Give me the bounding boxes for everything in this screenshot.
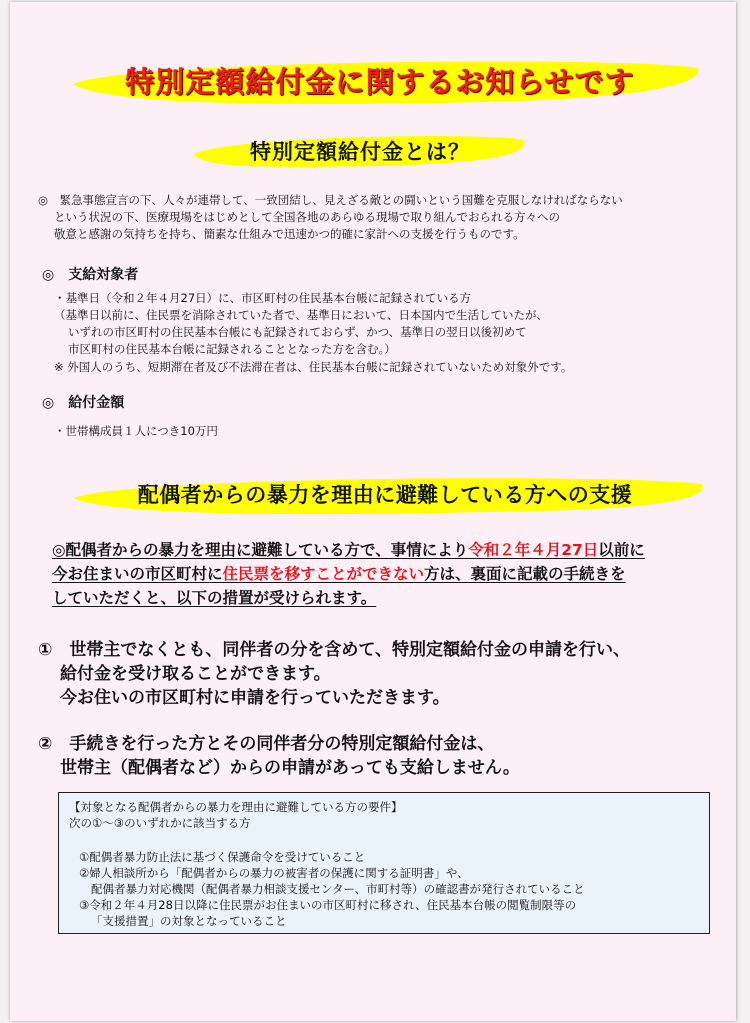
page-title: 特別定額給付金に関するお知らせです — [125, 65, 635, 99]
notice-line-2 — [52, 562, 626, 586]
requirement-item: 配偶者暴力対応機関（配偶者暴力相談支援センター、市町村等）の確認書が発行されていること — [91, 882, 585, 896]
notice-emphasis: 住民票を移すことができない — [222, 565, 425, 583]
notice-text: 今お住まいの市区町村に — [52, 565, 223, 583]
eligible-line: ・基準日（令和２年４月27日）に、市区町村の住民基本台帳に記録されている方 — [54, 291, 472, 305]
eligible-line: 市区町村の住民基本台帳に記録されることとなった方を含む。） — [68, 342, 396, 356]
requirement-item: 「支援措置」の対象となっていること — [91, 914, 287, 928]
requirements-box — [58, 792, 710, 934]
intro-line: 敬意と感謝の気持ちを持ち、簡素な仕組みで迅速かつ的確に家計への支援を行うものです。 — [54, 227, 525, 241]
notice-line-3: していただくと、以下の措置が受けられます。 — [52, 589, 377, 607]
notice-text: 方は、裏面に記載の手続きを — [424, 565, 626, 583]
notice-date: 令和２年４月27日 — [468, 541, 599, 559]
point-2-line: ② 手続きを行った方とその同伴者分の特別定額給付金は、 — [38, 734, 495, 754]
requirement-item: ①配偶者暴力防止法に基づく保護命令を受けていること — [79, 850, 366, 864]
point-1-line: ① 世帯主でなくとも、同伴者の分を含めて、特別定額給付金の申請を行い、 — [38, 640, 631, 660]
notice-text: 以前に — [598, 541, 645, 559]
requirement-item: ②婦人相談所から「配偶者からの暴力の被害者の保護に関する証明書」や、 — [79, 866, 469, 880]
eligible-line: いずれの市区町村の住民基本台帳にも記録されておらず、かつ、基準日の翌日以後初めて — [68, 325, 527, 339]
requirement-item: ③令和２年４月28日以降に住民票がお住まいの市区町村に移され、住民基本台帳の閲覧制限等の — [79, 898, 577, 912]
amount-heading: ◎ 給付金額 — [42, 395, 125, 411]
eligible-note: ※ 外国人のうち、短期滞在者及び不法滞在者は、住民基本台帳に記録されていないため対象外です。 — [54, 360, 573, 374]
eligible-heading: ◎ 支給対象者 — [42, 267, 139, 283]
requirements-sub: 次の①～③のいずれかに該当する方 — [69, 816, 251, 830]
section-title: 配偶者からの暴力を理由に避難している方への支援 — [137, 483, 633, 507]
subtitle: 特別定額給付金とは？ — [250, 140, 470, 164]
point-2-line: 世帯主（配偶者など）からの申請があっても支給しません。 — [60, 758, 520, 778]
eligible-line: （基準日以前に、住民票を消除されていた者で、基準日において、日本国内で生活していたが、 — [54, 308, 549, 322]
notice-line-1 — [52, 538, 645, 562]
requirements-title: 【対象となる配偶者からの暴力を理由に避難している方の要件】 — [69, 800, 403, 814]
amount-line: ・世帯構成員１人につき10万円 — [54, 424, 218, 438]
intro-line: ◎ 緊急事態宣言の下、人々が連帯して、一致団結し、見えざる敵との闘いという国難を克服しなければならない — [38, 193, 623, 207]
notice-text: ◎配偶者からの暴力を理由に避難している方で、事情により — [52, 541, 469, 559]
point-1-line: 給付金を受け取ることができます。 — [60, 664, 331, 684]
document-page — [10, 2, 736, 1021]
point-1-line: 今お住いの市区町村に申請を行っていただきます。 — [60, 688, 450, 708]
intro-line: という状況の下、医療現場をはじめとして全国各地のあらゆる現場で取り組んでおられる方々への — [54, 210, 560, 224]
